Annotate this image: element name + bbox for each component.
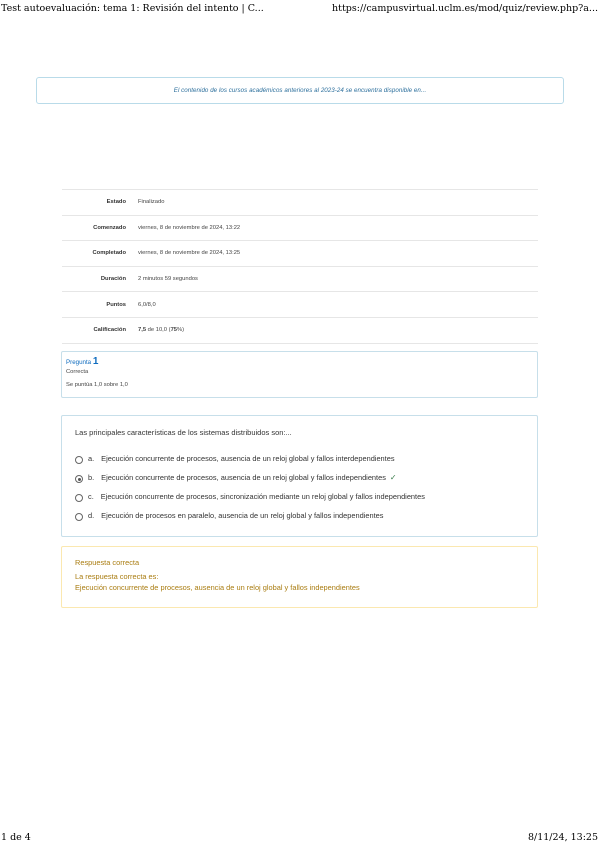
radio-button[interactable]: [75, 513, 83, 521]
summary-label: Comenzado: [93, 224, 126, 231]
answer-letter: a.: [88, 454, 95, 463]
summary-value: viernes, 8 de noviembre de 2024, 13:22: [138, 224, 241, 231]
page-url: https://campusvirtual.uclm.es/mod/quiz/review.php?a...: [332, 3, 598, 14]
summary-value: 2 minutos 59 segundos: [138, 276, 198, 283]
print-footer: [0, 832, 600, 848]
notice-link[interactable]: El contenido de los cursos académicos anteriores al 2023-24 se encuentra disponible en...: [173, 87, 427, 94]
notice-banner: [36, 77, 564, 104]
summary-row-comenzado: [62, 215, 538, 241]
question-label: Pregunta: [66, 359, 92, 366]
radio-button[interactable]: [75, 475, 83, 483]
answer-letter: d.: [88, 511, 95, 520]
attempt-summary-table: [62, 189, 538, 344]
summary-row-calificacion: [62, 317, 538, 343]
summary-label: Completado: [92, 250, 126, 257]
summary-row-puntos: [62, 292, 538, 318]
question-content: [61, 415, 538, 537]
grade-percent: 75: [170, 327, 178, 334]
question-number-value: 1: [92, 356, 99, 367]
answer-option-c[interactable]: [75, 491, 425, 502]
summary-row-duracion: [62, 266, 538, 292]
correct-check-icon: ✓: [389, 473, 397, 482]
answer-letter: c.: [88, 492, 94, 501]
radio-button[interactable]: [75, 456, 83, 464]
radio-button[interactable]: [75, 494, 83, 502]
answer-letter: b.: [88, 473, 95, 482]
summary-label: Calificación: [93, 327, 126, 334]
answer-text: Ejecución concurrente de procesos, sincronización mediante un reloj global y fallos independientes: [100, 492, 425, 501]
feedback-line: La respuesta correcta es:: [75, 571, 159, 581]
grade-value: 7,5: [138, 327, 147, 334]
question-state: Correcta: [66, 369, 89, 375]
grade-close: %): [177, 327, 185, 334]
answer-text: Ejecución concurrente de procesos, ausencia de un reloj global y fallos independientes: [101, 473, 386, 482]
answer-option-a[interactable]: [75, 453, 395, 464]
summary-value: Finalizado: [138, 199, 165, 206]
question-info: [61, 351, 538, 398]
summary-label: Estado: [106, 199, 126, 206]
page-title: Test autoevaluación: tema 1: Revisión del intento | C...: [1, 3, 264, 14]
answer-text: Ejecución concurrente de procesos, ausencia de un reloj global y fallos interdependientes: [101, 454, 395, 463]
feedback-box: [61, 546, 538, 608]
feedback-title: Respuesta correcta: [75, 558, 140, 567]
page-counter: 1 de 4: [1, 832, 31, 843]
summary-row-completado: [62, 241, 538, 267]
grade-max: de 10,0 (: [146, 327, 171, 334]
answer-text: Ejecución de procesos en paralelo, ausencia de un reloj global y fallos independientes: [101, 511, 384, 520]
summary-row-estado: [62, 190, 538, 216]
summary-label: Puntos: [106, 301, 126, 308]
summary-value: 6,0/8,0: [138, 301, 156, 308]
summary-value: [134, 317, 538, 343]
print-header: [0, 0, 600, 16]
answer-option-b[interactable]: [75, 472, 397, 483]
summary-value: viernes, 8 de noviembre de 2024, 13:25: [138, 250, 241, 257]
print-timestamp: 8/11/24, 13:25: [527, 832, 598, 843]
question-prompt: Las principales características de los sistemas distribuidos son:...: [75, 428, 292, 437]
question-grade: Se puntúa 1,0 sobre 1,0: [66, 382, 128, 388]
question-number: [66, 356, 537, 367]
answer-option-d[interactable]: [75, 510, 383, 521]
summary-label: Duración: [100, 276, 126, 283]
correct-answer-text: Ejecución concurrente de procesos, ausencia de un reloj global y fallos independientes: [75, 583, 360, 592]
